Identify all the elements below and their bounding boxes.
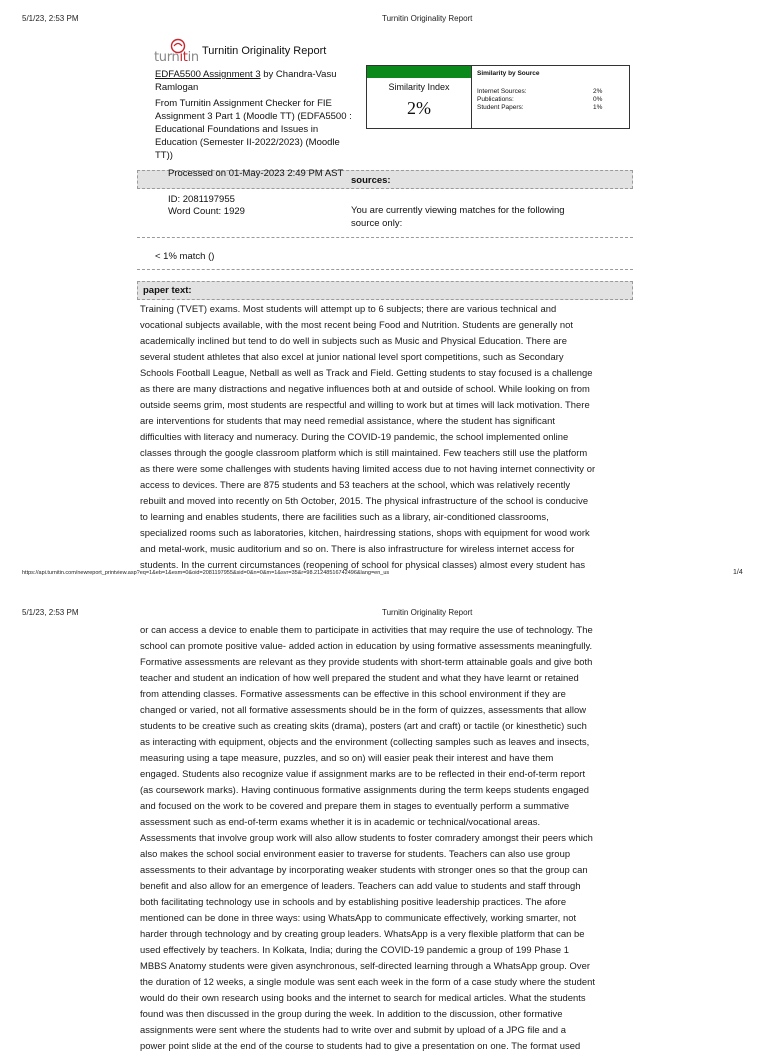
similarity-divider bbox=[471, 66, 472, 128]
assignment-info bbox=[155, 68, 355, 94]
source-label: Internet Sources: bbox=[477, 88, 527, 95]
source-value: 0% bbox=[593, 96, 603, 103]
print-footer-page: 1/4 bbox=[733, 569, 743, 576]
sources-heading: sources: bbox=[351, 175, 391, 186]
similarity-box bbox=[366, 65, 630, 129]
paper-text-body: Training (TVET) exams. Most students will attempt up to 6 subjects; there are various technical and vocational subjects available, with the most recent being Food and Nutrition. Students are generally not academically inclined but tend to do well in subjects such as Music and Physical Education. There are several student athletes that also excel at junior national level sport competitions, such as Secondary Schools Football League, Netball as well as Track and Field. Getting students to stay focused is a challenge as there are many distractions and negative influences both at and outside of school. While looking on from outside seems grim, most students are respectful and willing to work but at times will lack motivation. There are interventions for students that may need remedial assistance, where the student has significant difficulties with literacy and numeracy. During the COVID-19 pandemic, the school implemented online classes through the google classroom platform which is still maintained. Few teachers still use the platform as there were some challenges with students having limited access due to not having internet connectivity or access to devices. There are 875 students and 53 teachers at the school, which was relatively recently rebuilt and moved into recently on 5th October, 2015. The physical infrastructure of the school is conducive to learning and enables students, there are facilities such as a library, air-conditioned classrooms, specialized rooms such as laboratories, kitchen, hairdressing stations, shops with equipment for wood work and metal-work, music auditorium and so on. There is also infrastructure for wireless internet access for students. In the current circumstances (reopening of school for physical classes) almost every student has bbox=[140, 303, 596, 570]
turnitin-logo bbox=[154, 38, 206, 68]
source-label: Publications: bbox=[477, 96, 514, 103]
match-text: < 1% match () bbox=[155, 251, 215, 262]
source-value: 1% bbox=[593, 104, 603, 111]
word-count: Word Count: 1929 bbox=[168, 206, 245, 217]
assignment-author: by Chandra-Vasu Ramlogan bbox=[155, 69, 337, 93]
logo-text-in: in bbox=[187, 50, 199, 65]
print-header-datetime: 5/1/23, 2:53 PM bbox=[22, 14, 79, 23]
page-2 bbox=[0, 596, 768, 1051]
logo-text-it: it bbox=[179, 50, 188, 65]
source-value: 2% bbox=[593, 88, 603, 95]
similarity-by-source-label: Similarity by Source bbox=[477, 70, 540, 77]
print-header-title: Turnitin Originality Report bbox=[382, 608, 473, 617]
submission-id: ID: 2081197955 bbox=[168, 194, 235, 205]
similarity-index-label: Similarity Index bbox=[388, 82, 450, 92]
source-label: Student Papers: bbox=[477, 104, 524, 111]
from-text: From Turnitin Assignment Checker for FIE Assignment 3 Part 1 (Moodle TT) (EDFA5500 : Educational Foundations and Issues in Education (Semester II-2022/2023) (Moodle TT)) bbox=[155, 98, 352, 161]
paper-text-heading: paper text: bbox=[143, 285, 192, 296]
print-footer-url: https://api.turnitin.com/newreport_printview.asp?eq=1&eb=1&esm=0&oid=2081197955&sid=0&n=0&m=1&svr=35&r=98.21248516742496&lang=en_us bbox=[22, 570, 390, 576]
assignment-link[interactable]: EDFA5500 Assignment 3 bbox=[155, 69, 261, 80]
similarity-index-value: 2% bbox=[407, 98, 431, 118]
paper-text-bar bbox=[137, 281, 633, 300]
source-row-student-papers bbox=[477, 104, 622, 111]
logo-text-turn: turn bbox=[154, 50, 180, 65]
divider-line bbox=[137, 269, 633, 270]
print-header-title: Turnitin Originality Report bbox=[382, 14, 473, 23]
paper-text-body: or can access a device to enable them to participate in activities that may require the use of technology. The school can promote positive value- added action in education by using formative assessments meaningfully. Formative assessments are relevant as they provide students with short-term attainable goals and give both teacher and student an indication of how well prepared the student and what they have learnt or retained from attending classes. Formative assessments can be effective in this school environment if they are changed or varied, not all formative assessments should be in the form of quizzes, assessments that allow students to be creative such as creating skits (drama), posters (art and craft) or tactile (or kinesthetic) such as interacting with equipment, objects and the environment (collecting samples such as leaves and insects, measuring using a tape measure, puzzles, and so on) will easier peak their interest and have them engaged. Students also recognize value if assignment marks are to be reflected in their end-of-term report (as coursework marks). Having continuous formative assignments during the term keeps students engaged and focused on the work to be covered and prepare them in stages to eventually perform a summative assessment such as end-of-term exams whether it is in academic or technical/vocational areas. Assessments that involve group work will also allow students to foster comradery amongst their peers which also makes the school social environment easier to traverse for students. Teachers can also use group assessments to their advantage by incorporating weaker students with stronger ones so that the group can benefit and also allow for an emergence of leaders. Teachers can add value to students and staff through both facilitating technology use in schools and by establishing positive leadership practices. The afore mentioned can be done in three ways: using WhatsApp to communicate effectively, working smarter, not harder through technology and by creating group leaders. WhatsApp is a very flexible platform that can be used effectively by teachers. In Kolkata, India; during the COVID-19 pandemic a group of 199 Phase 1 MBBS Anatomy students were given asynchronous, self-directed learning through a WhatsApp group. Over the duration of 12 weeks, a single module was sent each week in the form of a case study where the student would do their own research using books and the internet to search for medical articles. What the students found was then discussed in the group during the week. In addition to the discussion, other formative assignments were sent where the students had to write over and submit by upload of a JPG file and a power point slide at the end of the course to students had to give a presentation on one. The format used bbox=[140, 624, 596, 1051]
report-title: Turnitin Originality Report bbox=[202, 45, 327, 57]
similarity-color-bar bbox=[367, 66, 471, 78]
print-header-datetime: 5/1/23, 2:53 PM bbox=[22, 608, 79, 617]
source-row-internet bbox=[477, 88, 622, 95]
divider-line bbox=[137, 237, 633, 238]
source-row-publications bbox=[477, 96, 622, 103]
processed-on: Processed on 01-May-2023 2:49 PM AST bbox=[168, 168, 344, 179]
viewing-text: You are currently viewing matches for the following source only: bbox=[351, 205, 565, 229]
